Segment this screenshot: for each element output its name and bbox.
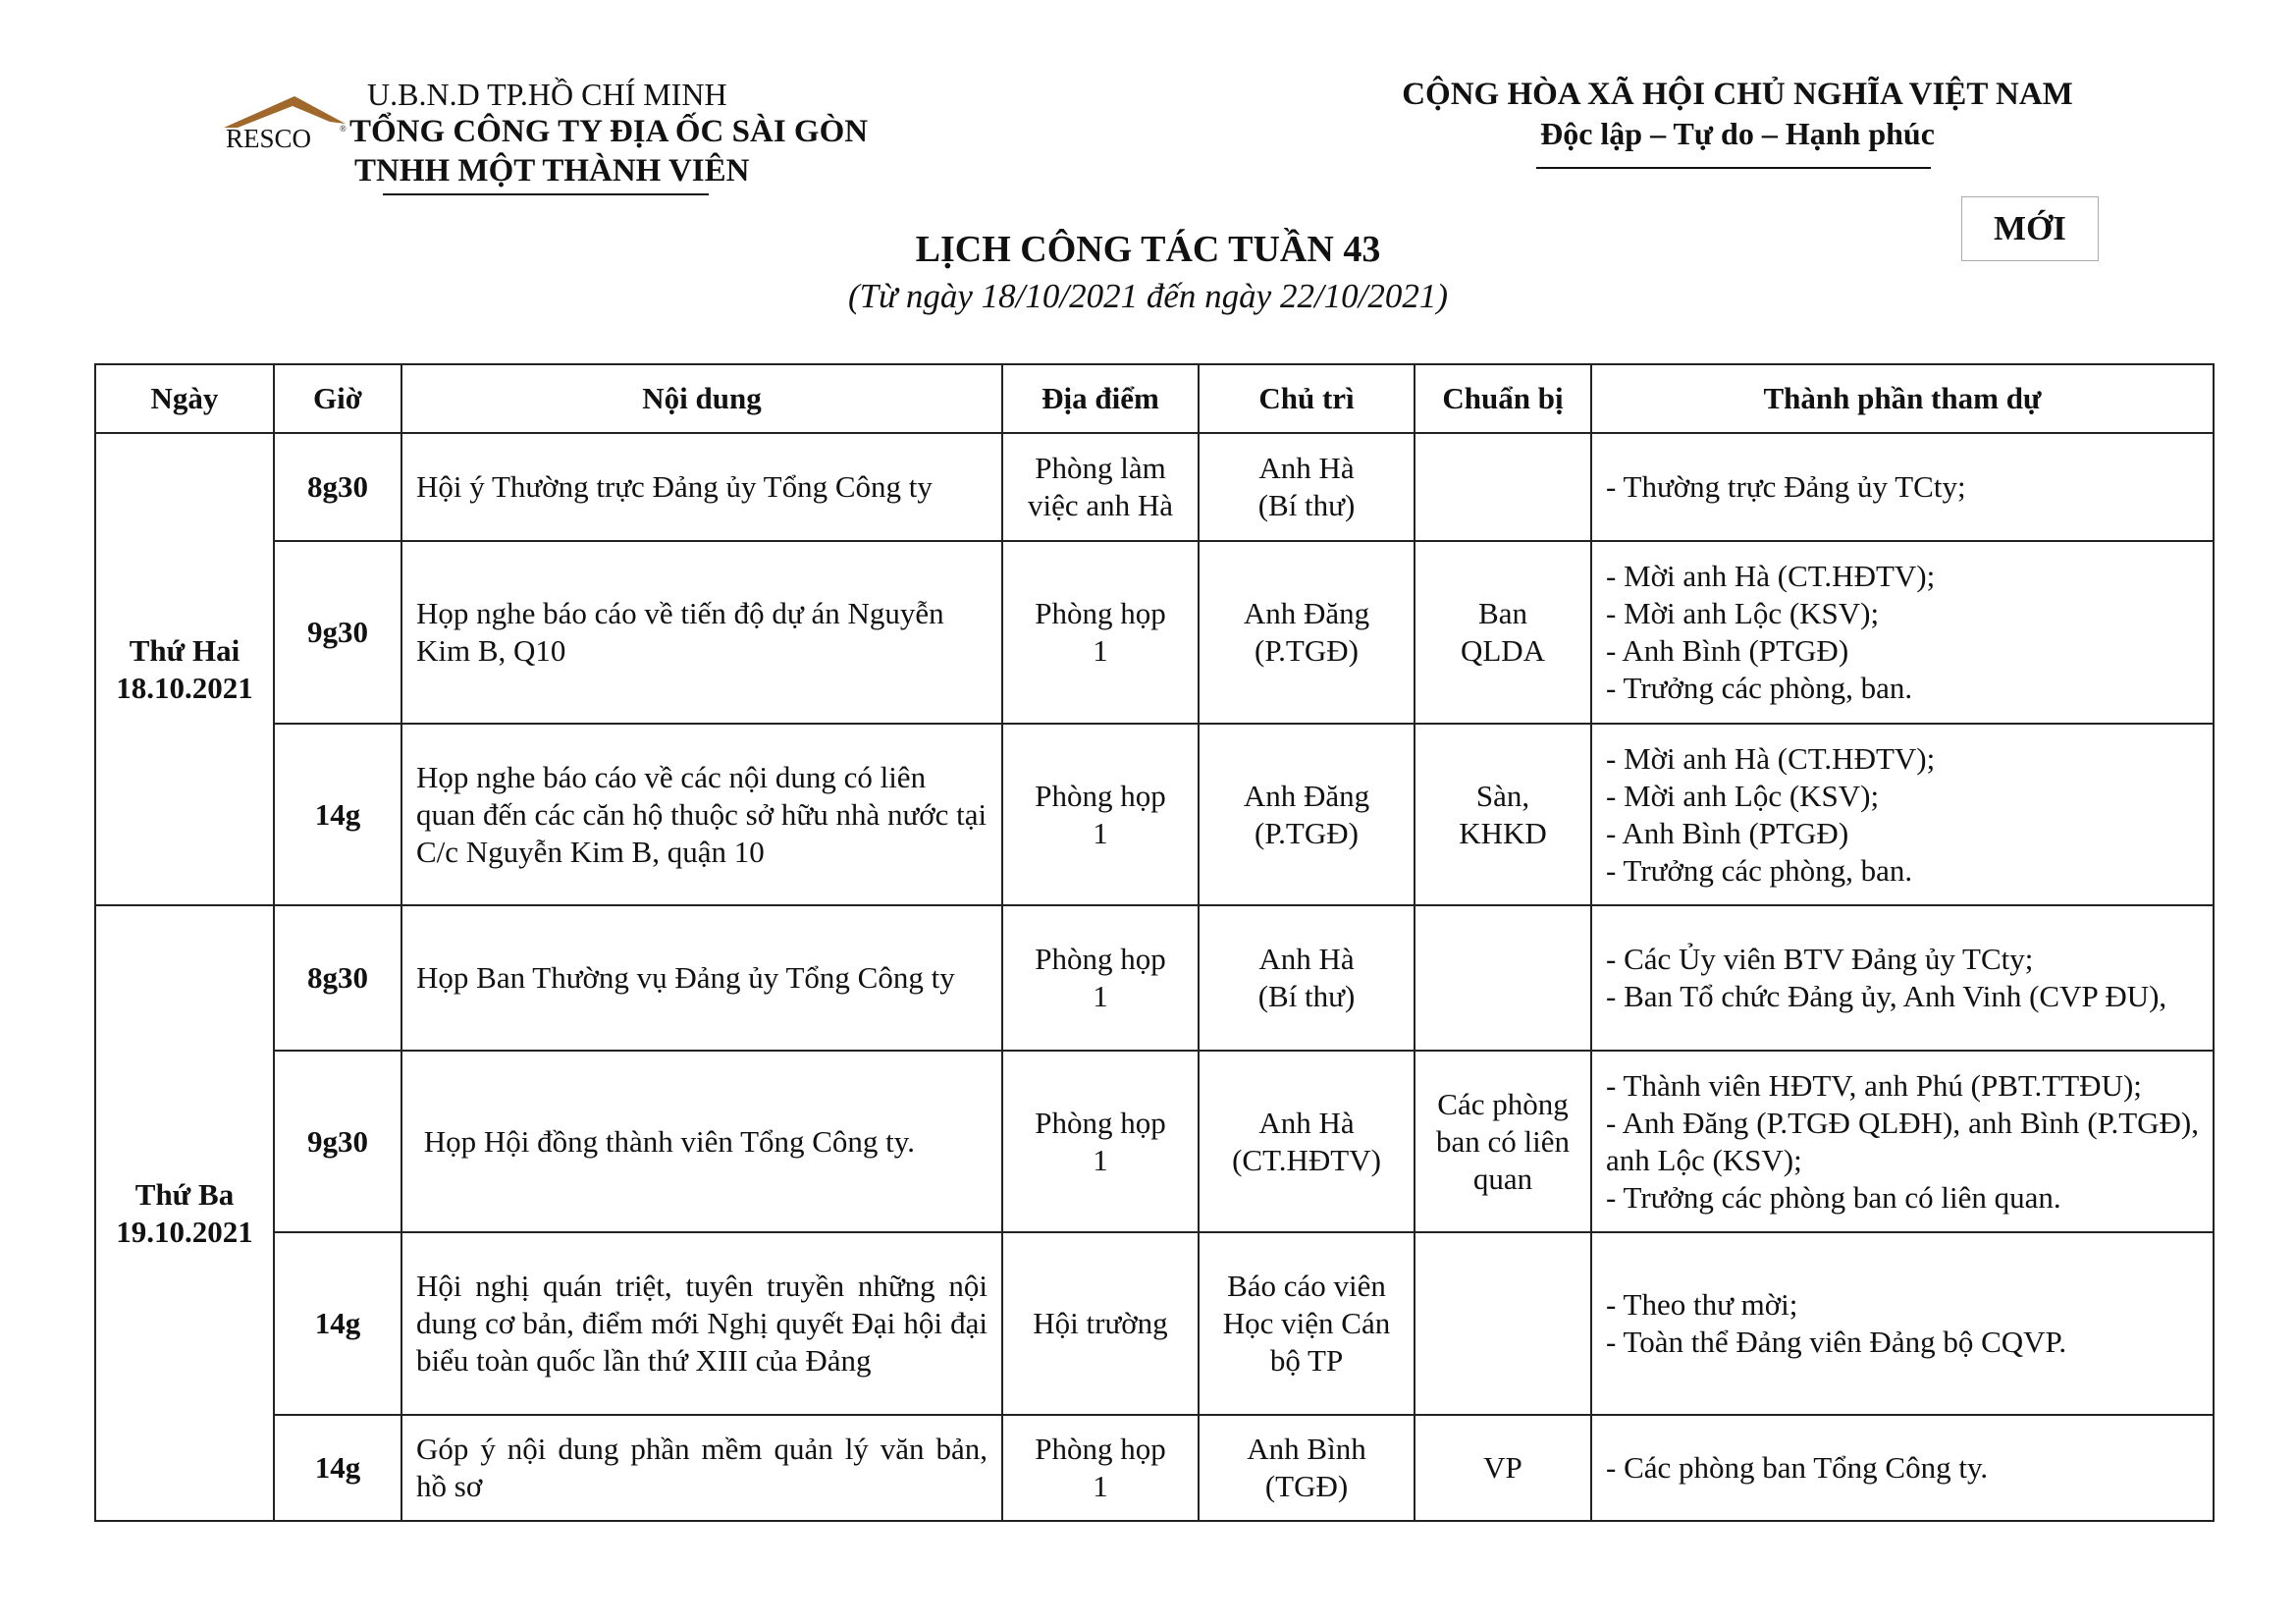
- host-cell: [1199, 1051, 1415, 1232]
- header-attendees: Thành phần tham dự: [1591, 364, 2214, 433]
- location-line: Phòng họp: [1035, 942, 1166, 976]
- prep-cell: [1415, 1415, 1591, 1521]
- national-motto: Độc lập – Tự do – Hạnh phúc: [1540, 116, 1935, 151]
- header-host: Chủ trì: [1199, 364, 1415, 433]
- motto-divider: [1536, 167, 1931, 169]
- time-cell: 14g: [274, 724, 401, 905]
- location-line: việc anh Hà: [1027, 488, 1174, 522]
- org-divider: [383, 193, 709, 195]
- attendee-line: - Ban Tổ chức Đảng ủy, Anh Vinh (CVP ĐU),: [1606, 979, 2167, 1013]
- attendee-line: - Mời anh Hà (CT.HĐTV);: [1606, 559, 1936, 593]
- table-row: [95, 1232, 2214, 1415]
- attendee-line: - Mời anh Lộc (KSV);: [1606, 778, 1880, 813]
- day-date: 18.10.2021: [116, 670, 253, 705]
- host-line: (P.TGĐ): [1255, 633, 1359, 668]
- day-name: Thứ Hai: [129, 632, 240, 668]
- time-cell: 8g30: [274, 905, 401, 1051]
- location-line: Phòng họp: [1035, 1432, 1166, 1466]
- table-row: [95, 1051, 2214, 1232]
- host-line: (Bí thư): [1257, 488, 1356, 522]
- location-line: 1: [1093, 979, 1108, 1013]
- host-cell: [1199, 1232, 1415, 1415]
- host-line: Học viện Cán: [1222, 1306, 1391, 1340]
- day-cell: [95, 905, 274, 1521]
- org-name: TỔNG CÔNG TY ĐỊA ỐC SÀI GÒN: [349, 114, 869, 149]
- table-row: [95, 541, 2214, 724]
- time-cell: 8g30: [274, 433, 401, 541]
- prep-line: VP: [1483, 1450, 1522, 1485]
- host-line: Anh Đăng: [1243, 596, 1370, 630]
- location-cell: [1002, 724, 1199, 905]
- location-line: 1: [1093, 1142, 1108, 1177]
- content-cell: Góp ý nội dung phần mềm quản lý văn bản, hồ sơ: [401, 1415, 1002, 1521]
- attendees-cell: [1591, 433, 2214, 541]
- location-line: Phòng họp: [1035, 596, 1166, 630]
- prep-cell: [1415, 1051, 1591, 1232]
- header-content: Nội dung: [401, 364, 1002, 433]
- content-cell: Hội ý Thường trực Đảng ủy Tổng Công ty: [401, 433, 1002, 541]
- host-line: Anh Hà: [1258, 1105, 1355, 1140]
- national-title: CỘNG HÒA XÃ HỘI CHỦ NGHĨA VIỆT NAM: [1402, 77, 2073, 112]
- attendee-line: - Trưởng các phòng, ban.: [1606, 852, 1913, 888]
- header-time: Giờ: [274, 364, 401, 433]
- time-cell: 14g: [274, 1232, 401, 1415]
- prep-line: Các phòng: [1437, 1086, 1569, 1121]
- location-line: 1: [1093, 633, 1108, 668]
- new-badge: MỚI: [1961, 196, 2099, 261]
- prep-cell: [1415, 905, 1591, 1051]
- time-cell: 9g30: [274, 1051, 401, 1232]
- host-cell: [1199, 541, 1415, 724]
- host-cell: [1199, 724, 1415, 905]
- host-line: Anh Hà: [1258, 942, 1355, 976]
- host-line: (CT.HĐTV): [1232, 1142, 1381, 1177]
- attendee-line: - Thành viên HĐTV, anh Phú (PBT.TTĐU);: [1606, 1067, 2142, 1103]
- logo-text: RESCO: [226, 124, 312, 153]
- host-cell: [1199, 905, 1415, 1051]
- attendee-line: - Mời anh Hà (CT.HĐTV);: [1606, 740, 1936, 776]
- prep-cell: [1415, 1232, 1591, 1415]
- location-cell: [1002, 541, 1199, 724]
- table-row: [95, 1415, 2214, 1521]
- attendees-cell: [1591, 541, 2214, 724]
- prep-line: QLDA: [1460, 633, 1546, 668]
- attendee-line: - Thường trực Đảng ủy TCty;: [1606, 469, 1966, 504]
- content-cell: Họp Ban Thường vụ Đảng ủy Tổng Công ty: [401, 905, 1002, 1051]
- location-line: 1: [1093, 1469, 1108, 1503]
- table-row: [95, 724, 2214, 905]
- content-cell: Họp nghe báo cáo về tiến độ dự án Nguyễn Kim B, Q10: [401, 541, 1002, 724]
- table-header-row: [95, 364, 2214, 433]
- day-name: Thứ Ba: [134, 1176, 235, 1212]
- host-line: (P.TGĐ): [1255, 815, 1359, 850]
- attendees-cell: [1591, 905, 2214, 1051]
- content-cell: Họp Hội đồng thành viên Tổng Công ty.: [401, 1051, 1002, 1232]
- document-title: LỊCH CÔNG TÁC TUẦN 43: [915, 229, 1381, 270]
- prep-line: Ban: [1478, 596, 1527, 630]
- attendee-line: - Anh Bình (PTGĐ): [1606, 633, 1849, 668]
- content-cell: Họp nghe báo cáo về các nội dung có liên quan đến các căn hộ thuộc sở hữu nhà nước tại C/c Nguyễn Kim B, quận 10: [401, 724, 1002, 905]
- location-line: Hội trường: [1033, 1306, 1168, 1340]
- location-line: Phòng họp: [1035, 1105, 1166, 1140]
- prep-line: ban có liên: [1435, 1123, 1570, 1159]
- header-location: Địa điểm: [1002, 364, 1199, 433]
- prep-cell: [1415, 541, 1591, 724]
- host-line: (Bí thư): [1257, 979, 1356, 1013]
- time-cell: 14g: [274, 1415, 401, 1521]
- header-day: Ngày: [95, 364, 274, 433]
- document-subtitle: (Từ ngày 18/10/2021 đến ngày 22/10/2021): [847, 277, 1449, 315]
- attendee-line: - Trưởng các phòng, ban.: [1606, 671, 1913, 705]
- attendee-line: - Toàn thể Đảng viên Đảng bộ CQVP.: [1606, 1325, 2067, 1359]
- day-date: 19.10.2021: [116, 1214, 253, 1249]
- host-line: bộ TP: [1269, 1343, 1344, 1378]
- host-cell: [1199, 433, 1415, 541]
- host-line: Anh Bình: [1247, 1432, 1366, 1466]
- location-line: Phòng họp: [1035, 778, 1166, 813]
- table-row: [95, 905, 2214, 1051]
- location-cell: [1002, 433, 1199, 541]
- location-cell: [1002, 1051, 1199, 1232]
- prep-line: KHKD: [1459, 815, 1547, 850]
- org-type: TNHH MỘT THÀNH VIÊN: [354, 153, 750, 189]
- attendees-cell: [1591, 1415, 2214, 1521]
- prep-line: Sàn,: [1475, 778, 1530, 813]
- location-cell: [1002, 1232, 1199, 1415]
- org-parent: U.B.N.D TP.HỒ CHÍ MINH: [367, 77, 727, 112]
- location-line: Phòng làm: [1035, 451, 1166, 485]
- day-cell: [95, 433, 274, 905]
- time-cell: 9g30: [274, 541, 401, 724]
- attendee-line: - Các phòng ban Tổng Công ty.: [1606, 1450, 1989, 1485]
- schedule-table: [94, 363, 2215, 1522]
- content-cell: Hội nghị quán triệt, tuyên truyền những nội dung cơ bản, điểm mới Nghị quyết Đại hội đại biểu toàn quốc lần thứ XIII của Đảng: [401, 1232, 1002, 1415]
- attendee-line: - Anh Đăng (P.TGĐ QLĐH), anh Bình (P.TGĐ), anh Lộc (KSV);: [1606, 1105, 2199, 1177]
- header-prep: Chuẩn bị: [1415, 364, 1591, 433]
- location-line: 1: [1093, 815, 1108, 850]
- attendee-line: - Trưởng các phòng ban có liên quan.: [1606, 1179, 2061, 1215]
- attendees-cell: [1591, 1051, 2214, 1232]
- attendee-line: - Theo thư mời;: [1606, 1287, 1798, 1322]
- host-cell: [1199, 1415, 1415, 1521]
- location-cell: [1002, 1415, 1199, 1521]
- host-line: Anh Hà: [1258, 451, 1355, 485]
- location-cell: [1002, 905, 1199, 1051]
- attendee-line: - Mời anh Lộc (KSV);: [1606, 596, 1880, 630]
- attendees-cell: [1591, 724, 2214, 905]
- host-line: Báo cáo viên: [1227, 1269, 1386, 1303]
- prep-cell: [1415, 724, 1591, 905]
- resco-logo: [224, 94, 346, 153]
- prep-cell: [1415, 433, 1591, 541]
- host-line: Anh Đăng: [1243, 778, 1370, 813]
- attendee-line: - Anh Bình (PTGĐ): [1606, 815, 1849, 850]
- host-line: (TGĐ): [1264, 1469, 1349, 1503]
- prep-line: quan: [1472, 1161, 1533, 1196]
- table-row: [95, 433, 2214, 541]
- attendee-line: - Các Ủy viên BTV Đảng ủy TCty;: [1606, 942, 2034, 976]
- attendees-cell: [1591, 1232, 2214, 1415]
- registered-mark: ®: [340, 124, 347, 134]
